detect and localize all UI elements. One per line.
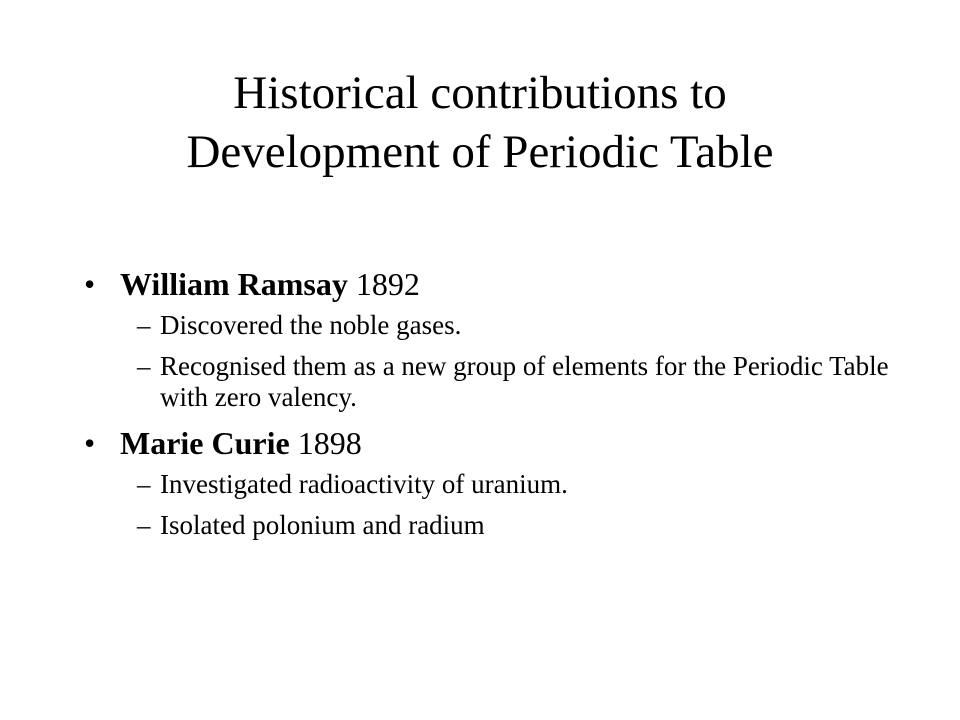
sub-item [84,510,904,541]
bullet-icon: • [84,425,96,461]
sub-list-curie [84,469,904,541]
bullet-name: William Ramsay [120,266,348,302]
dash-icon: – [137,310,151,340]
dash-icon: – [137,510,151,540]
sub-item [84,351,904,413]
sub-item [84,469,904,500]
title-line-2: Development of Periodic Table [186,126,774,178]
sub-list-ramsay [84,310,904,413]
sub-item [84,310,904,341]
sub-item-text: Isolated polonium and radium [160,510,485,540]
title-line-1: Historical contributions to [233,67,727,119]
slide-title [60,64,900,182]
dash-icon: – [137,351,151,381]
sub-item-text: Recognised them as a new group of elements for the Periodic Table with zero valency. [160,351,889,412]
bullet-william-ramsay [84,264,904,304]
bullet-list [84,264,904,551]
sub-item-text: Discovered the noble gases. [160,310,462,340]
bullet-name: Marie Curie [120,425,290,461]
bullet-icon: • [84,266,96,302]
dash-icon: – [137,469,151,499]
bullet-marie-curie [84,423,904,463]
bullet-year: 1898 [297,425,362,461]
sub-item-text: Investigated radioactivity of uranium. [160,469,568,499]
bullet-year: 1892 [355,266,420,302]
